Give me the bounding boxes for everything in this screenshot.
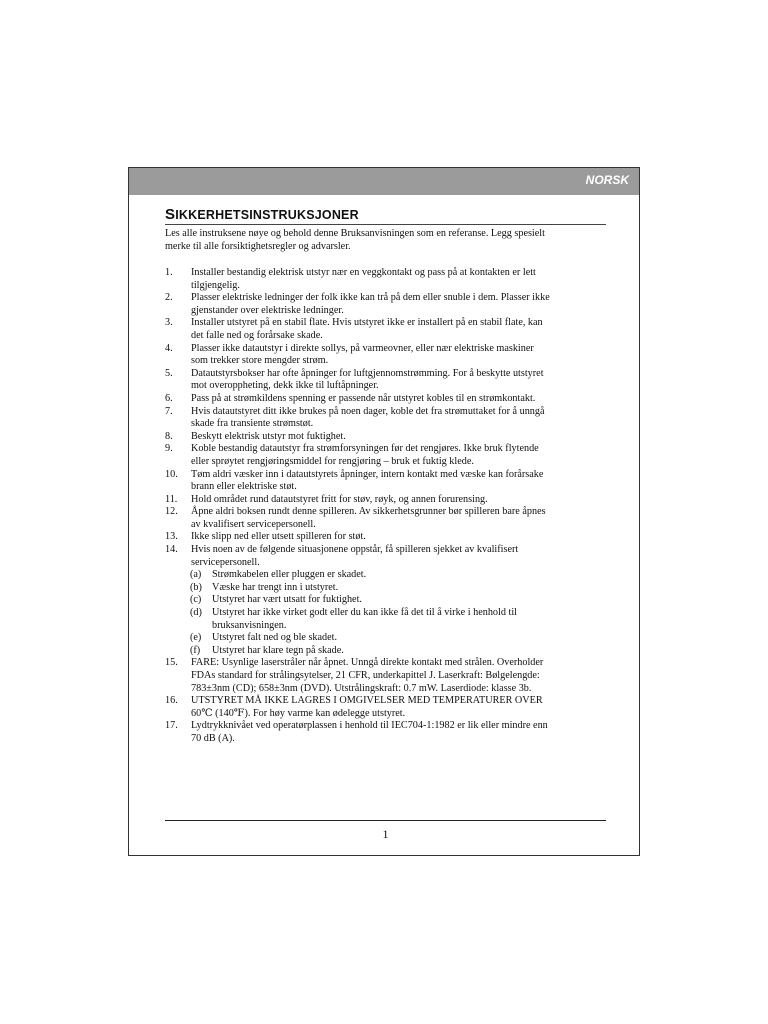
- item-text-line: Åpne aldri boksen rundt denne spilleren. Av sikkerhetsgrunner bør spilleren bare åpnes: [191, 506, 546, 518]
- title-rest: IKKERHETSINSTRUKSJONER: [175, 208, 359, 222]
- list-item: [165, 317, 610, 342]
- item-number: 15.: [165, 657, 178, 669]
- item-text-line: tilgjengelig.: [191, 279, 240, 291]
- sub-item-text-line: Utstyret har klare tegn på skade.: [212, 644, 344, 656]
- item-number: 7.: [165, 405, 173, 417]
- list-item: [165, 506, 610, 531]
- sub-list-item: [165, 632, 610, 645]
- item-number: 13.: [165, 531, 178, 543]
- item-text-line: Plasser elektriske ledninger der folk ikke kan trå på dem eller snuble i dem. Plasser ikke: [191, 292, 550, 304]
- section-title: [165, 206, 606, 223]
- list-item: [165, 494, 610, 507]
- sub-list-item: [165, 582, 610, 595]
- list-item: [165, 720, 610, 745]
- item-text-line: UTSTYRET MÅ IKKE LAGRES I OMGIVELSER MED TEMPERATURER OVER: [191, 695, 543, 707]
- item-text-line: brann eller elektriske støt.: [191, 481, 297, 493]
- list-item: [165, 443, 610, 468]
- item-text-line: Hvis noen av de følgende situasjonene oppstår, få spilleren sjekket av kvalifisert: [191, 544, 519, 556]
- language-label: NORSK: [585, 173, 629, 187]
- item-text-line: som trekker store mengder strøm.: [191, 355, 329, 367]
- item-number: 16.: [165, 695, 178, 707]
- item-number: 10.: [165, 468, 178, 480]
- sub-list-item: [165, 607, 610, 632]
- item-number: 6.: [165, 392, 173, 404]
- list-item: [165, 695, 610, 720]
- item-text-line: Installer bestandig elektrisk utstyr nær en veggkontakt og pass på at kontakten er lett: [191, 267, 536, 278]
- item-text-line: eller sprøytet rengjøringsmiddel for rengjøring – bruk et fuktig klede.: [191, 455, 474, 467]
- sub-item-text-line: Utstyret falt ned og ble skadet.: [212, 632, 338, 644]
- sub-item-letter: (a): [190, 569, 202, 581]
- list-item: [165, 343, 610, 368]
- item-number: 5.: [165, 367, 173, 379]
- sub-item-text-line: Væske har trengt inn i utstyret.: [212, 581, 339, 593]
- instruction-list: [165, 267, 610, 746]
- item-text-line: Lydtrykknivået ved operatørplassen i henhold til IEC704-1:1982 er lik eller mindre enn: [191, 720, 548, 732]
- item-text-line: av kvalifisert servicepersonell.: [191, 518, 316, 530]
- item-text-line: servicepersonell.: [191, 556, 260, 568]
- title-underline: [165, 224, 606, 225]
- item-number: 14.: [165, 544, 178, 556]
- title-initial: S: [165, 206, 176, 223]
- item-text-line: Hold området rund datautstyret fritt for støv, røyk, og annen forurensing.: [191, 493, 488, 505]
- item-text-line: FARE: Usynlige laserstråler når åpnet. Unngå direkte kontakt med strålen. Overholder: [191, 657, 544, 669]
- list-item: [165, 406, 610, 431]
- item-text-line: Koble bestandig datautstyr fra strømforsyningen før det rengjøres. Ikke bruk flytende: [191, 443, 539, 455]
- item-number: 4.: [165, 342, 173, 354]
- item-number: 17.: [165, 720, 178, 732]
- sub-item-letter: (c): [190, 594, 202, 606]
- list-item: [165, 393, 610, 406]
- intro-paragraph: [165, 228, 610, 253]
- list-item: [165, 267, 610, 292]
- sub-item-text-line: Strømkabelen eller pluggen er skadet.: [212, 569, 367, 581]
- item-text-line: mot overoppheting, dekk ikke til luftåpninger.: [191, 380, 379, 392]
- intro-line: Les alle instruksene nøye og behold denne Bruksanvisningen som en referanse. Legg spesielt: [165, 228, 545, 239]
- item-text-line: Datautstyrsbokser har ofte åpninger for luftgjennomstrømming. For å beskytte utstyret: [191, 367, 544, 379]
- list-item: [165, 469, 610, 494]
- header-band: [129, 168, 639, 195]
- sub-item-letter: (e): [190, 632, 202, 644]
- item-text-line: det falle ned og forårsake skade.: [191, 329, 323, 341]
- item-text-line: Hvis datautstyret ditt ikke brukes på noen dager, koble det fra strømuttaket for å unngå: [191, 405, 545, 417]
- sub-item-letter: (b): [190, 581, 202, 593]
- item-number: 3.: [165, 317, 173, 329]
- item-number: 11.: [165, 493, 178, 505]
- list-item: [165, 431, 610, 444]
- footer-rule: [165, 820, 606, 821]
- item-number: 1.: [165, 267, 173, 278]
- sub-list-item: [165, 594, 610, 607]
- list-item: [165, 657, 610, 695]
- intro-line: merke til alle forsiktighetsregler og advarsler.: [165, 240, 351, 252]
- item-number: 12.: [165, 506, 178, 518]
- item-number: 8.: [165, 430, 173, 442]
- sub-item-letter: (d): [190, 607, 202, 619]
- sub-item-text-line: bruksanvisningen.: [212, 619, 287, 631]
- list-item: [165, 544, 610, 569]
- item-text-line: Ikke slipp ned eller utsett spilleren for støt.: [191, 531, 366, 543]
- item-text-line: Beskytt elektrisk utstyr mot fuktighet.: [191, 430, 346, 442]
- sub-item-text-line: Utstyret har vært utsatt for fuktighet.: [212, 594, 362, 606]
- item-text-line: Installer utstyret på en stabil flate. Hvis utstyret ikke er installert på en stabil flate, kan: [191, 317, 543, 329]
- item-text-line: gjenstander over elektriske ledninger.: [191, 304, 344, 316]
- page-number: 1: [382, 827, 389, 841]
- item-text-line: 70 dB (A).: [191, 732, 235, 744]
- item-text-line: Plasser ikke datautstyr i direkte sollys, på varmeovner, eller nær elektriske maskiner: [191, 342, 534, 354]
- sub-item-text-line: Utstyret har ikke virket godt eller du kan ikke få det til å virke i henhold til: [212, 607, 517, 619]
- sub-list-item: [165, 645, 610, 658]
- item-text-line: 783±3nm (CD); 658±3nm (DVD). Utstrålingskraft: 0.7 mW. Laserdiode: klasse 3b.: [191, 682, 532, 694]
- item-text-line: 60℃ (140℉). For høy varme kan ødelegge utstyret.: [191, 707, 406, 719]
- list-item: [165, 368, 610, 393]
- item-number: 2.: [165, 292, 173, 304]
- item-text-line: Tøm aldri væsker inn i datautstyrets åpninger, intern kontakt med væske kan forårsake: [191, 468, 544, 480]
- item-text-line: skade fra transiente strømstøt.: [191, 418, 314, 430]
- sub-list-item: [165, 569, 610, 582]
- list-item: [165, 292, 610, 317]
- sub-item-letter: (f): [190, 644, 201, 656]
- item-number: 9.: [165, 443, 173, 455]
- item-text-line: FDAs standard for strålingsytelser, 21 CFR, underkapittel J. Laserkraft: Bølgelengde:: [191, 670, 540, 681]
- item-text-line: Pass på at strømkildens spenning er passende når utstyret kobles til en strømkontakt.: [191, 392, 536, 404]
- document-page: [128, 167, 640, 856]
- list-item: [165, 531, 610, 544]
